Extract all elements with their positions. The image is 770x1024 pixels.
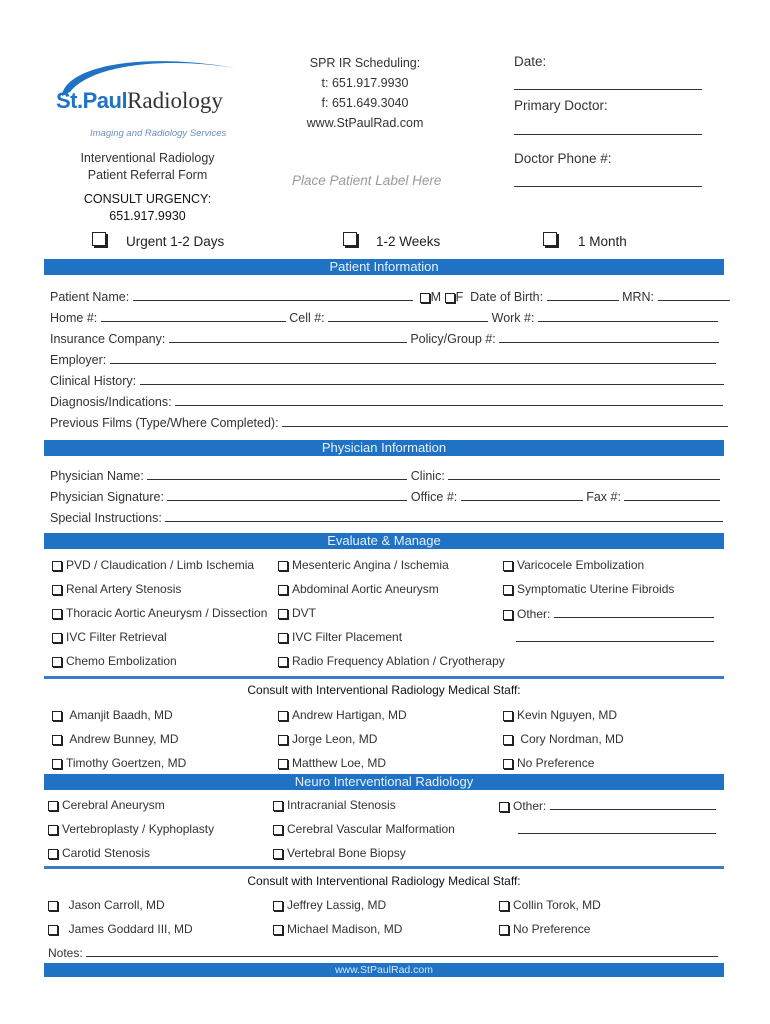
checkbox-icon[interactable] xyxy=(48,901,58,911)
primary-doctor-label: Primary Doctor: xyxy=(514,98,608,113)
sex-f-label: F xyxy=(455,290,464,304)
scheduling-fax: f: 651.649.3040 xyxy=(321,96,409,110)
staff-baadh[interactable]: Amanjit Baadh, MD xyxy=(52,708,173,722)
insurance-field[interactable] xyxy=(169,331,407,343)
checkbox-icon[interactable] xyxy=(278,711,288,721)
checkbox-icon[interactable] xyxy=(503,585,513,595)
home-phone-label: Home #: xyxy=(50,311,98,325)
option-ivc-placement[interactable]: IVC Filter Placement xyxy=(278,630,402,644)
divider xyxy=(44,866,724,869)
checkbox-icon[interactable] xyxy=(52,657,62,667)
consult-staff-heading: Consult with Interventional Radiology Medical Staff: xyxy=(247,683,521,697)
patient-name-label: Patient Name: xyxy=(50,290,130,304)
patient-name-field[interactable] xyxy=(133,289,413,301)
form-title: Patient Referral Form xyxy=(87,168,208,182)
dob-label: Date of Birth: xyxy=(470,290,544,304)
urgency-option-month[interactable] xyxy=(543,232,557,251)
diagnosis-label: Diagnosis/Indications: xyxy=(50,395,172,409)
checkbox-icon[interactable] xyxy=(273,825,283,835)
other-evaluate-field-2[interactable] xyxy=(516,641,714,642)
evaluate-manage-header: Evaluate & Manage xyxy=(44,533,724,549)
checkbox-icon[interactable] xyxy=(343,232,357,246)
staff-torok[interactable]: Collin Torok, MD xyxy=(499,898,601,912)
checkbox-icon[interactable] xyxy=(278,561,288,571)
physician-signature-field[interactable] xyxy=(167,489,407,501)
office-label: Office #: xyxy=(410,490,458,504)
scheduling-title: SPR IR Scheduling: xyxy=(309,56,421,70)
sex-m-label: M xyxy=(430,290,442,304)
checkbox-icon[interactable] xyxy=(503,759,513,769)
option-carotid[interactable]: Carotid Stenosis xyxy=(48,846,150,860)
checkbox-icon[interactable] xyxy=(273,849,283,859)
checkbox-icon[interactable] xyxy=(278,735,288,745)
fax-label: Fax #: xyxy=(586,490,621,504)
website-link[interactable]: www.StPaulRad.com xyxy=(306,116,424,130)
option-ivc-retrieval[interactable]: IVC Filter Retrieval xyxy=(52,630,167,644)
urgency-label: CONSULT URGENCY: xyxy=(83,192,212,206)
work-phone-field[interactable] xyxy=(538,310,718,322)
checkbox-icon[interactable] xyxy=(48,825,58,835)
staff-bunney[interactable]: Andrew Bunney, MD xyxy=(52,732,179,746)
option-intracranial[interactable]: Intracranial Stenosis xyxy=(273,798,396,812)
clinical-history-label: Clinical History: xyxy=(50,374,137,388)
checkbox-icon[interactable] xyxy=(52,759,62,769)
checkbox-icon[interactable] xyxy=(278,633,288,643)
staff-goertzen[interactable]: Timothy Goertzen, MD xyxy=(52,756,186,770)
other-evaluate-field[interactable] xyxy=(554,606,714,618)
patient-information-header: Patient Information xyxy=(44,259,724,275)
option-chemo[interactable]: Chemo Embolization xyxy=(52,654,177,668)
mrn-label: MRN: xyxy=(622,290,655,304)
staff-loe[interactable]: Matthew Loe, MD xyxy=(278,756,386,770)
urgency-option-month-label: 1 Month xyxy=(578,234,627,249)
option-mesenteric[interactable]: Mesenteric Angina / Ischemia xyxy=(278,558,449,572)
employer-field[interactable] xyxy=(110,352,716,364)
other-neuro-field-2[interactable] xyxy=(518,833,716,834)
option-other-evaluate[interactable]: Other: xyxy=(503,606,714,621)
checkbox-icon[interactable] xyxy=(445,293,455,303)
checkbox-icon[interactable] xyxy=(273,801,283,811)
checkbox-icon[interactable] xyxy=(503,610,513,620)
checkbox-icon[interactable] xyxy=(420,293,430,303)
option-bone-biopsy[interactable]: Vertebral Bone Biopsy xyxy=(273,846,406,860)
physician-name-field[interactable] xyxy=(147,468,407,480)
checkbox-icon[interactable] xyxy=(278,759,288,769)
date-label: Date: xyxy=(514,54,547,69)
physician-information-header: Physician Information xyxy=(44,440,724,456)
option-rfa[interactable]: Radio Frequency Ablation / Cryotherapy xyxy=(278,654,505,668)
checkbox-icon[interactable] xyxy=(52,735,62,745)
urgency-phone: 651.917.9930 xyxy=(109,209,186,223)
office-field[interactable] xyxy=(461,489,583,501)
staff-leon[interactable]: Jorge Leon, MD xyxy=(278,732,377,746)
footer-website[interactable]: www.StPaulRad.com xyxy=(44,963,724,977)
option-varicocele[interactable]: Varicocele Embolization xyxy=(503,558,644,572)
staff-hartigan[interactable]: Andrew Hartigan, MD xyxy=(278,708,407,722)
checkbox-icon[interactable] xyxy=(503,735,513,745)
form-dept: Interventional Radiology xyxy=(80,151,215,165)
staff-no-preference[interactable]: No Preference xyxy=(503,756,594,770)
clinic-field[interactable] xyxy=(448,468,720,480)
physician-signature-label: Physician Signature: xyxy=(50,490,164,504)
urgency-option-urgent-label: Urgent 1-2 Days xyxy=(126,234,225,249)
option-renal-artery[interactable]: Renal Artery Stenosis xyxy=(52,582,181,596)
checkbox-icon[interactable] xyxy=(543,232,557,246)
physician-name-label: Physician Name: xyxy=(50,469,144,483)
patient-label-placeholder: Place Patient Label Here xyxy=(292,173,442,188)
checkbox-icon[interactable] xyxy=(499,901,509,911)
scheduling-phone: t: 651.917.9930 xyxy=(321,76,409,90)
notes-field[interactable] xyxy=(86,945,718,957)
checkbox-icon[interactable] xyxy=(52,561,62,571)
option-thoracic[interactable]: Thoracic Aortic Aneurysm / Dissection xyxy=(52,606,267,620)
option-aaa[interactable]: Abdominal Aortic Aneurysm xyxy=(278,582,439,596)
neuro-consult-staff-heading: Consult with Interventional Radiology Medical Staff: xyxy=(247,874,521,888)
staff-goddard[interactable]: James Goddard III, MD xyxy=(48,922,193,936)
option-pvd[interactable]: PVD / Claudication / Limb Ischemia xyxy=(52,558,254,572)
clinical-history-field[interactable] xyxy=(140,373,724,385)
policy-field[interactable] xyxy=(499,331,719,343)
option-cerebral-aneurysm[interactable]: Cerebral Aneurysm xyxy=(48,798,165,812)
employer-label: Employer: xyxy=(50,353,107,367)
option-vertebroplasty[interactable]: Vertebroplasty / Kyphoplasty xyxy=(48,822,214,836)
cell-phone-field[interactable] xyxy=(328,310,488,322)
policy-label: Policy/Group #: xyxy=(410,332,496,346)
primary-doctor-field[interactable] xyxy=(514,134,702,135)
checkbox-icon[interactable] xyxy=(278,657,288,667)
checkbox-icon[interactable] xyxy=(273,925,283,935)
fax-field[interactable] xyxy=(624,489,720,501)
home-phone-field[interactable] xyxy=(101,310,286,322)
work-phone-label: Work #: xyxy=(491,311,535,325)
staff-nguyen[interactable]: Kevin Nguyen, MD xyxy=(503,708,617,722)
logo-brand-radiology: Radiology xyxy=(127,88,223,113)
checkbox-icon[interactable] xyxy=(52,609,62,619)
insurance-label: Insurance Company: xyxy=(50,332,166,346)
checkbox-icon[interactable] xyxy=(273,901,283,911)
special-instructions-field[interactable] xyxy=(165,510,723,522)
staff-madison[interactable]: Michael Madison, MD xyxy=(273,922,402,936)
checkbox-icon[interactable] xyxy=(92,232,106,246)
staff-neuro-no-preference[interactable]: No Preference xyxy=(499,922,590,936)
logo-brand-st-paul: St.Paul xyxy=(56,88,128,113)
date-field[interactable] xyxy=(514,89,702,90)
checkbox-icon[interactable] xyxy=(52,633,62,643)
mrn-field[interactable] xyxy=(658,289,730,301)
option-dvt[interactable]: DVT xyxy=(278,606,316,620)
other-neuro-field[interactable] xyxy=(550,798,716,810)
checkbox-icon[interactable] xyxy=(503,561,513,571)
staff-lassig[interactable]: Jeffrey Lassig, MD xyxy=(273,898,386,912)
logo xyxy=(40,48,245,143)
checkbox-icon[interactable] xyxy=(52,711,62,721)
doctor-phone-label: Doctor Phone #: xyxy=(514,151,612,166)
previous-films-label: Previous Films (Type/Where Completed): xyxy=(50,416,279,430)
urgency-option-weeks[interactable] xyxy=(343,232,357,251)
urgency-option-weeks-label: 1-2 Weeks xyxy=(376,234,441,249)
clinic-label: Clinic: xyxy=(410,469,445,483)
diagnosis-field[interactable] xyxy=(175,394,723,406)
notes-label: Notes: xyxy=(48,946,83,960)
checkbox-icon[interactable] xyxy=(499,802,509,812)
option-other-neuro[interactable]: Other: xyxy=(499,798,716,813)
doctor-phone-field[interactable] xyxy=(514,186,702,187)
option-fibroids[interactable]: Symptomatic Uterine Fibroids xyxy=(503,582,674,596)
staff-carroll[interactable]: Jason Carroll, MD xyxy=(48,898,165,912)
dob-field[interactable] xyxy=(547,289,619,301)
checkbox-icon[interactable] xyxy=(52,585,62,595)
checkbox-icon[interactable] xyxy=(503,711,513,721)
checkbox-icon[interactable] xyxy=(48,925,58,935)
neuro-header: Neuro Interventional Radiology xyxy=(44,774,724,790)
logo-tagline: Imaging and Radiology Services xyxy=(90,128,227,139)
cell-phone-label: Cell #: xyxy=(289,311,325,325)
special-instructions-label: Special Instructions: xyxy=(50,511,162,525)
checkbox-icon[interactable] xyxy=(278,609,288,619)
checkbox-icon[interactable] xyxy=(278,585,288,595)
urgency-option-urgent[interactable] xyxy=(92,232,106,251)
previous-films-field[interactable] xyxy=(282,415,728,427)
checkbox-icon[interactable] xyxy=(499,925,509,935)
option-vascular-malformation[interactable]: Cerebral Vascular Malformation xyxy=(273,822,455,836)
staff-nordman[interactable]: Cory Nordman, MD xyxy=(503,732,624,746)
checkbox-icon[interactable] xyxy=(48,801,58,811)
checkbox-icon[interactable] xyxy=(48,849,58,859)
divider xyxy=(44,676,724,679)
